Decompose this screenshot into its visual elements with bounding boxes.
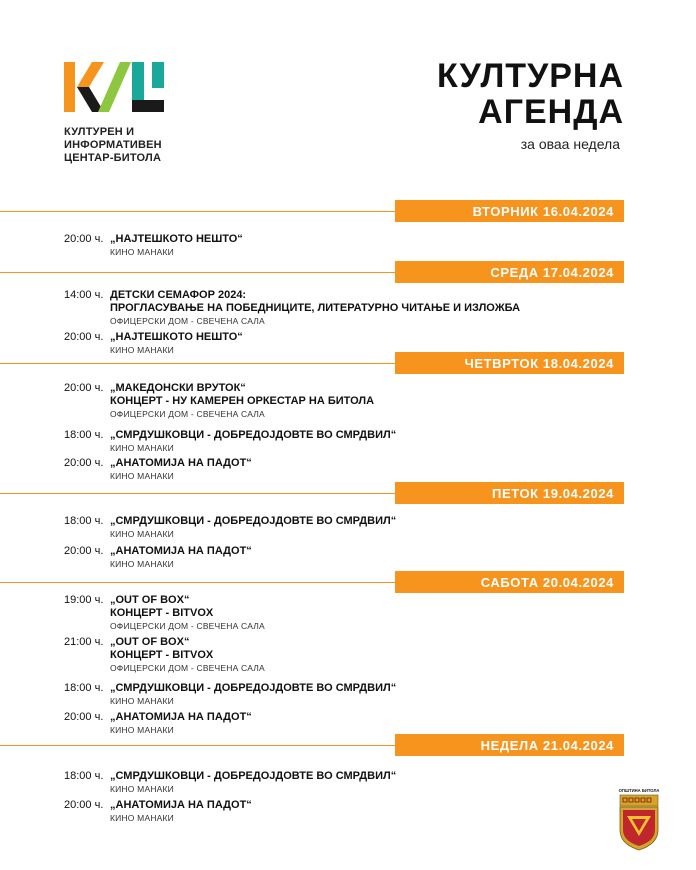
logo-c-base: [132, 100, 164, 112]
event-venue: КИНО МАНАКИ: [110, 345, 174, 355]
event-title-line: „МАКЕДОНСКИ ВРУТОК“: [110, 382, 246, 394]
event-title: [110, 799, 252, 812]
event-venue: КИНО МАНАКИ: [110, 813, 174, 823]
event-title-line: „АНАТОМИЈА НА ПАДОТ“: [110, 545, 252, 557]
event-time: 20:00 ч.: [64, 382, 104, 394]
event-title-line: „АНАТОМИЈА НА ПАДОТ“: [110, 711, 252, 723]
event-item: [64, 594, 265, 632]
event-title-line: КОНЦЕРТ - BITVOX: [110, 649, 214, 661]
event-time: 18:00 ч.: [64, 770, 104, 782]
event-item: [64, 457, 252, 482]
event-venue: КИНО МАНАКИ: [110, 725, 174, 735]
day-header: ЧЕТВРТОК 18.04.2024: [395, 352, 624, 374]
event-item: [64, 382, 374, 420]
event-title-line: „АНАТОМИЈА НА ПАДОТ“: [110, 799, 252, 811]
day-divider: [0, 745, 400, 746]
event-title: [110, 545, 252, 558]
event-item: [64, 515, 396, 540]
event-title-line: „СМРДУШКОВЦИ - ДОБРЕДОЈДОВТЕ ВО СМРДВИЛ“: [110, 515, 397, 527]
event-venue: КИНО МАНАКИ: [110, 784, 174, 794]
day-header: САБОТА 20.04.2024: [395, 571, 624, 593]
event-title-line: „СМРДУШКОВЦИ - ДОБРЕДОЈДОВТЕ ВО СМРДВИЛ“: [110, 682, 397, 694]
day-header: НЕДЕЛА 21.04.2024: [395, 734, 624, 756]
day-header: СРЕДА 17.04.2024: [395, 261, 624, 283]
event-title-line: „СМРДУШКОВЦИ - ДОБРЕДОЈДОВТЕ ВО СМРДВИЛ“: [110, 770, 397, 782]
event-venue: ОФИЦЕРСКИ ДОМ - СВЕЧЕНА САЛА: [110, 316, 265, 326]
event-title: [110, 233, 243, 246]
event-title-line: „OUT OF BOX“: [110, 594, 190, 606]
event-title-line: КОНЦЕРТ - НУ КАМЕРЕН ОРКЕСТАР НА БИТОЛА: [110, 395, 375, 407]
event-time: 20:00 ч.: [64, 457, 104, 469]
logo-i-slash: [98, 62, 131, 112]
event-venue: ОФИЦЕРСКИ ДОМ - СВЕЧЕНА САЛА: [110, 409, 265, 419]
event-item: [64, 636, 265, 674]
event-title: [110, 594, 213, 620]
page-subtitle: за оваа недела: [520, 136, 620, 152]
page-title: [437, 58, 624, 130]
kic-logo: [64, 62, 174, 112]
event-item: [64, 770, 396, 795]
event-time: 20:00 ч.: [64, 233, 104, 245]
logo-k-stem: [64, 62, 75, 112]
event-time: 14:00 ч.: [64, 289, 104, 301]
event-venue: КИНО МАНАКИ: [110, 443, 174, 453]
event-item: [64, 233, 243, 258]
event-title: [110, 515, 396, 528]
event-title: [110, 382, 374, 408]
day-divider: [0, 493, 400, 494]
event-venue: КИНО МАНАКИ: [110, 471, 174, 481]
crest-text: ОПШТИНА БИТОЛА: [618, 788, 660, 793]
event-item: [64, 711, 252, 736]
event-time: 18:00 ч.: [64, 515, 104, 527]
event-title-line: КОНЦЕРТ - BITVOX: [110, 607, 214, 619]
event-time: 18:00 ч.: [64, 682, 104, 694]
event-item: [64, 545, 252, 570]
org-line: ИНФОРМАТИВЕН: [64, 139, 162, 151]
event-title-line: „НАЈТЕШКОТО НЕШТО“: [110, 331, 243, 343]
event-item: [64, 799, 252, 824]
event-title: [110, 682, 396, 695]
event-title-line: ДЕТСКИ СЕМАФОР 2024:: [110, 289, 247, 301]
logo-k-arm: [77, 62, 104, 87]
event-item: [64, 331, 243, 356]
day-divider: [0, 211, 400, 212]
day-divider: [0, 272, 400, 273]
event-title: [110, 289, 520, 315]
event-title: [110, 429, 396, 442]
event-title: [110, 636, 213, 662]
event-time: 18:00 ч.: [64, 429, 104, 441]
municipality-crest-icon: [618, 786, 660, 852]
event-time: 19:00 ч.: [64, 594, 104, 606]
event-item: [64, 289, 520, 327]
event-title: [110, 770, 396, 783]
event-item: [64, 429, 396, 454]
event-title: [110, 711, 252, 724]
event-time: 21:00 ч.: [64, 636, 104, 648]
event-title: [110, 457, 252, 470]
event-title-line: „НАЈТЕШКОТО НЕШТО“: [110, 233, 243, 245]
event-title: [110, 331, 243, 344]
event-venue: ОФИЦЕРСКИ ДОМ - СВЕЧЕНА САЛА: [110, 663, 265, 673]
day-header: ПЕТОК 19.04.2024: [395, 482, 624, 504]
organization-name: [64, 126, 162, 165]
event-time: 20:00 ч.: [64, 711, 104, 723]
logo-c-top: [152, 62, 164, 88]
event-item: [64, 682, 396, 707]
day-header: ВТОРНИК 16.04.2024: [395, 200, 624, 222]
day-divider: [0, 363, 400, 364]
event-venue: КИНО МАНАКИ: [110, 559, 174, 569]
event-title-line: „СМРДУШКОВЦИ - ДОБРЕДОЈДОВТЕ ВО СМРДВИЛ“: [110, 429, 397, 441]
event-title-line: „АНАТОМИЈА НА ПАДОТ“: [110, 457, 252, 469]
event-venue: КИНО МАНАКИ: [110, 696, 174, 706]
event-venue: КИНО МАНАКИ: [110, 529, 174, 539]
event-venue: КИНО МАНАКИ: [110, 247, 174, 257]
title-line: АГЕНДА: [478, 93, 624, 131]
event-time: 20:00 ч.: [64, 799, 104, 811]
event-time: 20:00 ч.: [64, 545, 104, 557]
title-line: КУЛТУРНА: [436, 57, 624, 95]
org-line: ЦЕНТАР-БИТОЛА: [64, 152, 162, 164]
day-divider: [0, 582, 400, 583]
event-venue: ОФИЦЕРСКИ ДОМ - СВЕЧЕНА САЛА: [110, 621, 265, 631]
org-line: КУЛТУРЕН И: [64, 126, 135, 138]
event-time: 20:00 ч.: [64, 331, 104, 343]
event-title-line: ПРОГЛАСУВАЊЕ НА ПОБЕДНИЦИТЕ, ЛИТЕРАТУРНО ЧИТАЊЕ И ИЗЛОЖБА: [110, 302, 521, 314]
event-title-line: „OUT OF BOX“: [110, 636, 190, 648]
